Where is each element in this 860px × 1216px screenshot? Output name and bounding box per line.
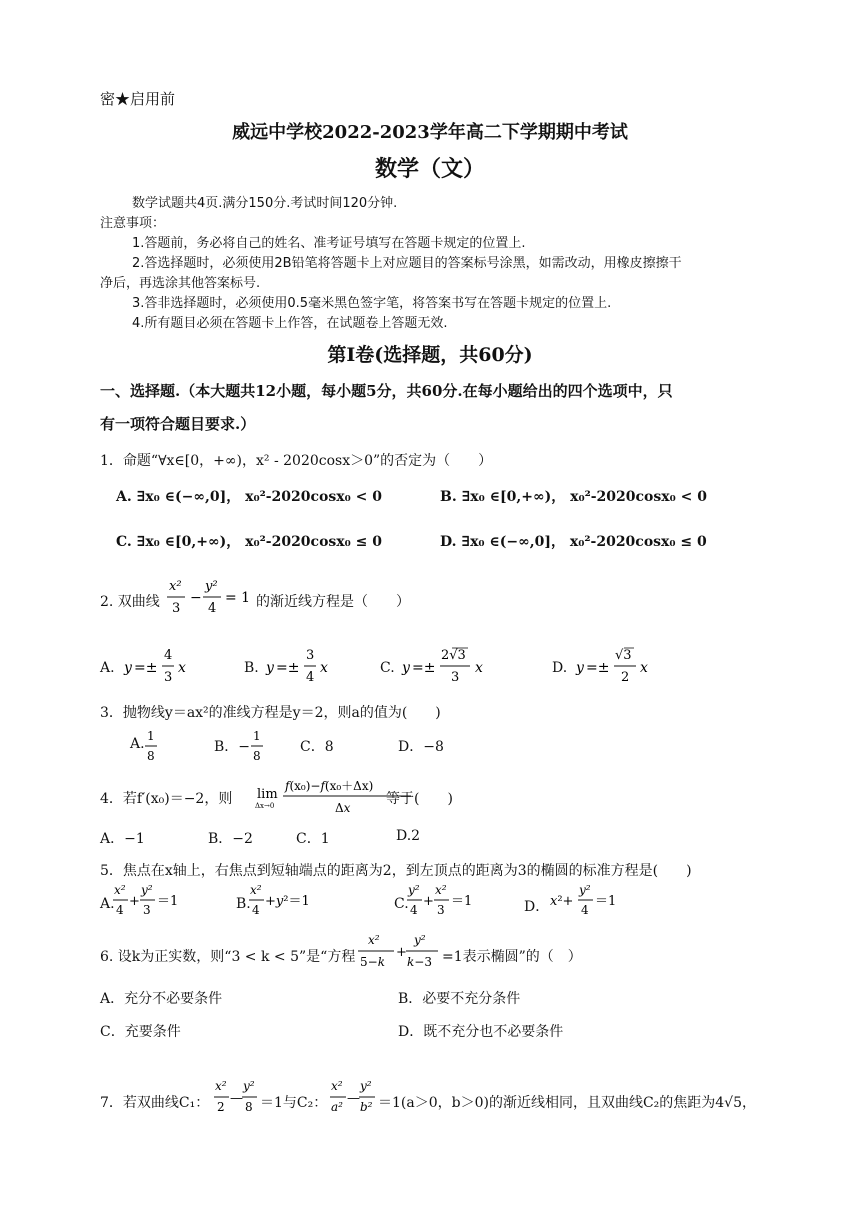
q2-option-a-label: A. bbox=[100, 660, 115, 676]
svg-text:＝1: ＝1 bbox=[595, 894, 617, 909]
q2-option-d-label: D. bbox=[552, 660, 568, 676]
svg-text:＝1: ＝1 bbox=[157, 894, 179, 909]
svg-text:4: 4 bbox=[164, 648, 173, 663]
svg-text:k−3: k−3 bbox=[407, 955, 432, 969]
svg-text:8: 8 bbox=[245, 1100, 253, 1114]
q2-suffix: 的渐近线方程是（ ） bbox=[256, 594, 410, 610]
q5-option-b-label: B. bbox=[236, 896, 251, 912]
svg-text:3: 3 bbox=[172, 601, 181, 616]
q5-option-a-label: A. bbox=[100, 896, 115, 912]
exam-intro: 数学试题共4页.满分150分.考试时间120分钟. bbox=[132, 196, 398, 211]
svg-text:x²: x² bbox=[114, 883, 126, 897]
q6-equation-formula bbox=[356, 930, 440, 976]
svg-text:4: 4 bbox=[581, 903, 589, 917]
svg-text:Δx: Δx bbox=[335, 801, 351, 815]
notice-item-1: 1.答题前，务必将自己的姓名、准考证号填写在答题卡规定的位置上. bbox=[132, 236, 526, 251]
q3-option-a-fraction bbox=[144, 728, 160, 766]
svg-text:=±: =± bbox=[412, 660, 436, 676]
svg-text:3: 3 bbox=[164, 670, 173, 685]
secret-label: 密★启用前 bbox=[100, 90, 176, 108]
q7-c2-formula bbox=[328, 1078, 380, 1122]
notice-item-3: 3.答非选择题时，必须使用0.5毫米黑色签字笔，将答案书写在答题卡规定的位置上. bbox=[132, 296, 612, 311]
svg-text:y: y bbox=[266, 660, 274, 676]
q4-option-b: B．−2 bbox=[208, 831, 253, 847]
svg-text:x: x bbox=[475, 660, 483, 676]
q6-suffix: =1表示椭圆”的（ ） bbox=[442, 949, 582, 965]
svg-text:1: 1 bbox=[147, 729, 155, 743]
q1-option-d: D. ∃x₀ ∈(−∞,0]， x₀²-2020cosx₀ ≤ 0 bbox=[440, 534, 707, 550]
q2-option-d-formula bbox=[574, 644, 658, 690]
svg-text:3: 3 bbox=[143, 903, 151, 917]
svg-text:3: 3 bbox=[451, 670, 460, 685]
svg-text:+: + bbox=[423, 894, 434, 909]
q4-prefix: 4．若f′(x₀)＝−2，则 bbox=[100, 791, 233, 807]
q5-option-b-formula bbox=[248, 882, 328, 924]
q2-option-c-formula bbox=[400, 644, 492, 690]
svg-text:y²: y² bbox=[205, 579, 218, 594]
q2-prefix: 2. 双曲线 bbox=[100, 594, 160, 610]
svg-text:y: y bbox=[576, 660, 584, 676]
svg-text:x: x bbox=[640, 660, 648, 676]
svg-text:x²+: x²+ bbox=[550, 894, 574, 909]
svg-text:4: 4 bbox=[116, 903, 124, 917]
q3-option-b-label: B．− bbox=[214, 739, 251, 755]
svg-text:x²: x² bbox=[169, 579, 182, 594]
svg-text:3: 3 bbox=[306, 648, 315, 663]
svg-text:−: − bbox=[190, 590, 202, 606]
svg-text:y²: y² bbox=[141, 883, 153, 897]
svg-text:—: — bbox=[230, 1091, 243, 1106]
q3-option-b-fraction bbox=[250, 728, 266, 766]
q6-prefix: 6. 设k为正实数，则“3 < k < 5”是“方程 bbox=[100, 949, 356, 965]
q7-suffix: ＝1(a＞0，b＞0)的渐近线相同，且双曲线C₂的焦距为4√5， bbox=[378, 1095, 757, 1111]
svg-text:a²: a² bbox=[331, 1100, 343, 1114]
svg-text:4: 4 bbox=[252, 903, 260, 917]
q3-option-a-label: A. bbox=[130, 736, 145, 752]
svg-text:=±: =± bbox=[586, 660, 610, 676]
svg-text:f(x₀)−f(x₀＋Δx): f(x₀)−f(x₀＋Δx) bbox=[285, 779, 374, 793]
q2-option-b-label: B. bbox=[244, 660, 259, 676]
q5-option-d-formula bbox=[550, 882, 630, 924]
q4-option-a: A．−1 bbox=[100, 831, 145, 847]
svg-text:= 1: = 1 bbox=[225, 590, 251, 606]
svg-text:x²: x² bbox=[435, 883, 447, 897]
part1-title: 第Ⅰ卷(选择题，共60分) bbox=[327, 344, 533, 366]
svg-text:x²: x² bbox=[215, 1079, 227, 1093]
section-instructions: 一、选择题.（本大题共12小题，每小题5分，共60分.在每小题给出的四个选项中，只 bbox=[100, 382, 673, 400]
q4-suffix: 等于( ) bbox=[386, 791, 453, 807]
q1-option-b: B. ∃x₀ ∈[0,+∞)， x₀²-2020cosx₀ < 0 bbox=[440, 489, 707, 505]
q5-stem: 5．焦点在x轴上，右焦点到短轴端点的距离为2，到左顶点的距离为3的椭圆的标准方程是( ) bbox=[100, 863, 692, 879]
q6-option-b: B．必要不充分条件 bbox=[398, 991, 521, 1007]
svg-text:8: 8 bbox=[253, 749, 261, 763]
q2-hyperbola-formula bbox=[163, 576, 259, 622]
svg-text:5−k: 5−k bbox=[360, 955, 385, 969]
svg-text:—: — bbox=[347, 1091, 360, 1106]
q5-option-a-formula bbox=[112, 882, 184, 924]
q5-option-c-label: C. bbox=[394, 896, 409, 912]
svg-text:4: 4 bbox=[410, 903, 418, 917]
svg-text:lim: lim bbox=[257, 787, 278, 802]
svg-text:1: 1 bbox=[253, 729, 261, 743]
q4-option-c: C．1 bbox=[296, 831, 330, 847]
svg-text:x: x bbox=[178, 660, 186, 676]
q2-option-b-formula bbox=[264, 644, 336, 690]
svg-text:x²: x² bbox=[331, 1079, 343, 1093]
svg-text:=±: =± bbox=[134, 660, 158, 676]
q4-option-d: D.2 bbox=[396, 828, 421, 844]
q3-option-d: D．−8 bbox=[398, 739, 444, 755]
svg-text:+: + bbox=[396, 945, 407, 960]
svg-text:2: 2 bbox=[217, 1100, 225, 1114]
notice-item-2: 2.答选择题时，必须使用2B铅笔将答题卡上对应题目的答案标号涂黑，如需改动，用橡皮擦擦干 bbox=[132, 256, 682, 271]
svg-text:y²: y² bbox=[408, 883, 420, 897]
q6-option-a: A．充分不必要条件 bbox=[100, 991, 223, 1007]
svg-text:y: y bbox=[402, 660, 410, 676]
svg-text:y²: y² bbox=[360, 1079, 372, 1093]
svg-text:2: 2 bbox=[621, 670, 630, 685]
svg-text:+y²＝1: +y²＝1 bbox=[265, 894, 310, 909]
q7-prefix: 7．若双曲线C₁： bbox=[100, 1095, 210, 1111]
q7-c1-formula bbox=[212, 1078, 262, 1122]
section-instructions-cont: 有一项符合题目要求.） bbox=[100, 415, 256, 433]
svg-text:y²: y² bbox=[414, 933, 426, 947]
svg-text:8: 8 bbox=[147, 749, 155, 763]
q2-option-c-label: C. bbox=[380, 660, 395, 676]
q3-option-c: C．8 bbox=[300, 739, 334, 755]
svg-text:=±: =± bbox=[276, 660, 300, 676]
q1-stem: 1．命题“∀x∈[0，+∞)，x² - 2020cosx＞0”的否定为（ ） bbox=[100, 453, 493, 469]
svg-text:4: 4 bbox=[208, 601, 217, 616]
svg-text:√3: √3 bbox=[615, 648, 632, 663]
q2-option-a-formula bbox=[122, 644, 194, 690]
q1-option-a: A. ∃x₀ ∈(−∞,0]， x₀²-2020cosx₀ < 0 bbox=[116, 489, 382, 505]
svg-text:+: + bbox=[129, 894, 140, 909]
svg-text:x²: x² bbox=[250, 883, 262, 897]
q5-option-d-label: D． bbox=[524, 899, 550, 915]
notice-heading: 注意事项： bbox=[100, 216, 166, 231]
svg-text:x²: x² bbox=[368, 933, 380, 947]
q6-option-d: D．既不充分也不必要条件 bbox=[398, 1024, 564, 1040]
svg-text:2√3: 2√3 bbox=[441, 648, 466, 663]
svg-text:＝1: ＝1 bbox=[451, 894, 473, 909]
svg-text:y: y bbox=[124, 660, 132, 676]
q6-option-c: C．充要条件 bbox=[100, 1024, 181, 1040]
q7-mid: ＝1与C₂： bbox=[260, 1095, 328, 1111]
q1-option-c: C. ∃x₀ ∈[0,+∞)， x₀²-2020cosx₀ ≤ 0 bbox=[116, 534, 382, 550]
svg-text:4: 4 bbox=[306, 670, 315, 685]
svg-text:3: 3 bbox=[437, 903, 445, 917]
svg-text:y²: y² bbox=[243, 1079, 255, 1093]
svg-text:x: x bbox=[320, 660, 328, 676]
q3-stem: 3．抛物线y＝ax²的准线方程是y＝2，则a的值为( ) bbox=[100, 705, 441, 721]
svg-text:Δx→0: Δx→0 bbox=[255, 802, 275, 810]
subject-title: 数学（文） bbox=[374, 156, 485, 182]
exam-title: 威远中学校2022-2023学年高二下学期期中考试 bbox=[232, 122, 628, 143]
notice-item-4: 4.所有题目必须在答题卡上作答，在试题卷上答题无效. bbox=[132, 316, 448, 331]
svg-text:y²: y² bbox=[579, 883, 591, 897]
notice-item-2-cont: 净后，再选涂其他答案标号. bbox=[100, 276, 261, 291]
q5-option-c-formula bbox=[406, 882, 478, 924]
svg-text:b²: b² bbox=[360, 1100, 373, 1114]
